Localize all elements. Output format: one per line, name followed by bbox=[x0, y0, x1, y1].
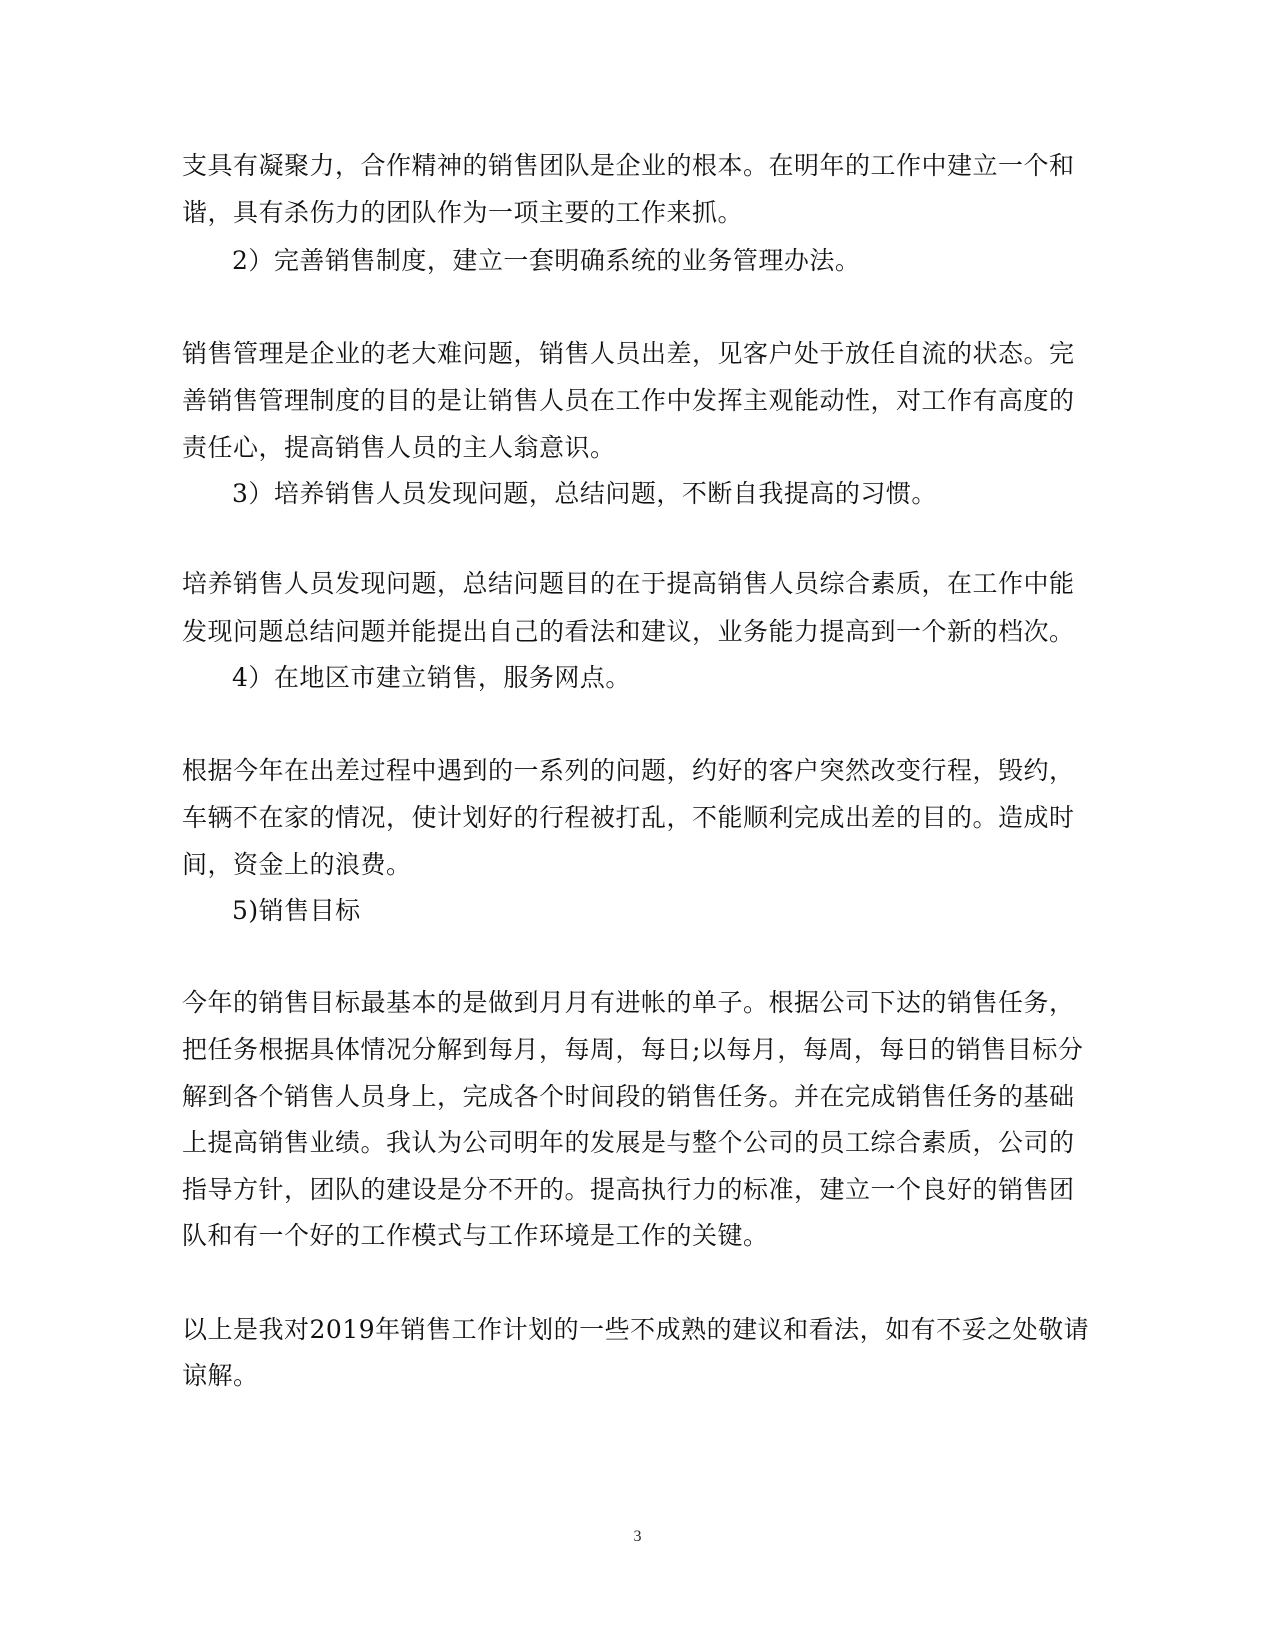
list-item-heading: 2）完善销售制度，建立一套明确系统的业务管理办法。 bbox=[232, 246, 861, 275]
list-item-heading: 5)销售目标 bbox=[232, 896, 361, 925]
list-item-heading: 4）在地区市建立销售，服务网点。 bbox=[232, 663, 631, 692]
body-text-line: 上提高销售业绩。我认为公司明年的发展是与整个公司的员工综合素质，公司的 bbox=[182, 1128, 1075, 1157]
body-text-line: 指导方针，团队的建设是分不开的。提高执行力的标准，建立一个良好的销售团 bbox=[182, 1175, 1075, 1204]
body-text-line: 今年的销售目标最基本的是做到月月有进帐的单子。根据公司下达的销售任务， bbox=[182, 988, 1075, 1017]
body-text-line: 队和有一个好的工作模式与工作环境是工作的关键。 bbox=[182, 1221, 769, 1250]
body-text-line: 谐，具有杀伤力的团队作为一项主要的工作来抓。 bbox=[182, 198, 744, 227]
body-text-line: 以上是我对2019年销售工作计划的一些不成熟的建议和看法，如有不妥之处敬请 bbox=[182, 1315, 1090, 1344]
body-text-line: 责任心，提高销售人员的主人翁意识。 bbox=[182, 433, 616, 462]
body-text-line: 车辆不在家的情况，使计划好的行程被打乱，不能顺利完成出差的目的。造成时 bbox=[182, 803, 1075, 832]
body-text-line: 善销售管理制度的目的是让销售人员在工作中发挥主观能动性，对工作有高度的 bbox=[182, 386, 1075, 415]
body-text-line: 销售管理是企业的老大难问题，销售人员出差，见客户处于放任自流的状态。完 bbox=[182, 339, 1075, 368]
list-item-heading: 3）培养销售人员发现问题，总结问题，不断自我提高的习惯。 bbox=[232, 479, 937, 508]
body-text-line: 谅解。 bbox=[182, 1361, 259, 1390]
body-text-line: 间，资金上的浪费。 bbox=[182, 850, 412, 879]
body-text-line: 发现问题总结问题并能提出自己的看法和建议，业务能力提高到一个新的档次。 bbox=[182, 617, 1075, 646]
body-text-line: 培养销售人员发现问题，总结问题目的在于提高销售人员综合素质，在工作中能 bbox=[182, 569, 1075, 598]
body-text-line: 把任务根据具体情况分解到每月，每周，每日;以每月，每周，每日的销售目标分 bbox=[182, 1035, 1084, 1064]
body-text-line: 解到各个销售人员身上，完成各个时间段的销售任务。并在完成销售任务的基础 bbox=[182, 1082, 1075, 1111]
page-number: 3 bbox=[633, 1528, 642, 1545]
body-text-line: 支具有凝聚力，合作精神的销售团队是企业的根本。在明年的工作中建立一个和 bbox=[182, 151, 1075, 180]
body-text-line: 根据今年在出差过程中遇到的一系列的问题，约好的客户突然改变行程，毁约， bbox=[182, 756, 1075, 785]
